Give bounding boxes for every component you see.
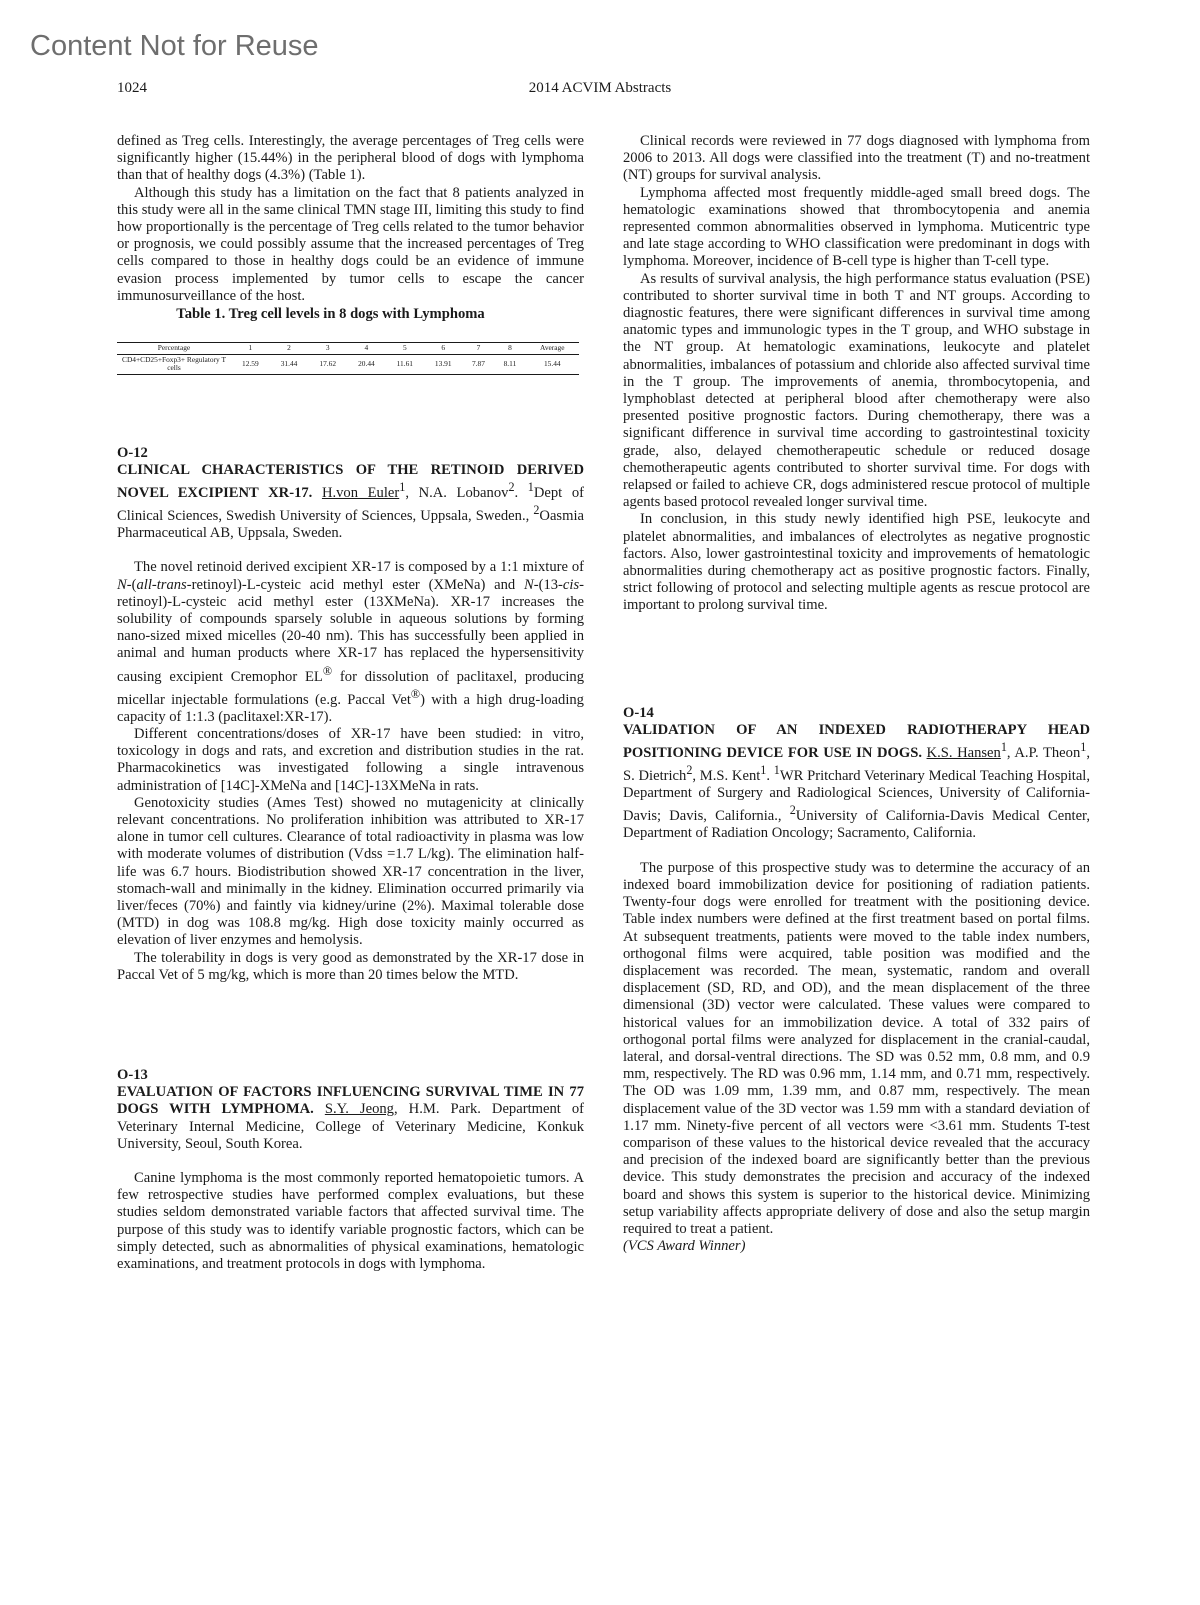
table-cell: 12.59 [231, 354, 270, 374]
table-header: 1 [231, 343, 270, 355]
table-header: 8 [494, 343, 525, 355]
table-caption: Table 1. Treg cell levels in 8 dogs with Lymphoma [176, 306, 485, 323]
table-cell: 17.62 [308, 354, 347, 374]
author-sup: 1 [1000, 740, 1007, 755]
affiliation: University of California-Davis Medical Center, Department of Radiation Oncology; Sacramento, California. [623, 808, 1090, 842]
table-row [117, 354, 579, 374]
paragraph: Canine lymphoma is the most commonly reported hematopoietic tumors. A few retrospective studies have performed complex evaluations, but these studies seldom demonstrated variable factors that affected survival time. The purpose of this study was to identify variable prognostic factors, which can be simply detected, such as abnormalities of physical examinations, hematologic examinations, and treatment protocols in dogs with lymphoma. [117, 1170, 584, 1273]
table-cell: 13.91 [424, 354, 463, 374]
paragraph: As results of survival analysis, the high performance status evaluation (PSE) contributed to shorter survival time in both T and NT groups. According to diagnostic features, there were significant differences in survival time among anatomic types and immunologic types in the T group, and WHO substage in the NT group. At hematologic examinations, leukocyte and platelet abnormalities, imbalances of potassium and chloride also affected survival time in the T group. The improvements of anemia, thrombocytopenia, and lymphoblast detected at peripheral blood after chemotherapy were also presented positive prognostic factors. During chemotherapy, there was a significant difference in survival time according to gastrointestinal toxicity grade, also, delayed chemotherapeutic schedule or reduced dosage chemotherapeutic agents contributed to shorter survival time. For dogs with relapsed or failed to achieve CR, dogs administered rescue protocol of multiple agents based protocol revealed longer survival time. [623, 270, 1090, 511]
registered-mark: ® [322, 663, 333, 678]
table-header: 4 [347, 343, 386, 355]
coauthor: , N.A. Lobanov [405, 485, 509, 501]
coauthor: , A.P. Theon [1006, 744, 1081, 761]
abstract-heading-o12: CLINICAL CHARACTERISTICS OF THE RETINOID DERIVED NOVEL EXCIPIENT XR-17. H.von Euler$^1$, N.A. Lobanov$^2$. $^1$Dept of Clinical Sciences, Swedish University of Sciences, Uppsala, Sweden., $^2$Oasmia Pharmaceutical AB, Uppsala, Sweden. [117, 461, 584, 542]
text-run: N [523, 576, 534, 593]
authors-affiliation: , H.M. Park. Department of Veterinary Internal Medicine, College of Veterinary Medicine, Konkuk University, Seoul, South Korea. [117, 1101, 584, 1152]
text-run: -retinoyl)-L-cysteic acid methyl ester (13XMeNa). XR-17 increases the solubility of compounds sparsely soluble in aqueous solutions by forming nano-sized mixed micelles (20-40 nm). This has successfully been applied in animal and human products where XR-17 has replaced the hypersensitivity causing excipient Cremophor EL [117, 576, 584, 685]
paragraph: The purpose of this prospective study was to determine the accuracy of an indexed board immobilization device for positioning of radiation patients. Twenty-four dogs were enrolled for treatment with the positioning device. Table index numbers were defined at the first treatment based on portal films. At subsequent treatments, patients were moved to the table index numbers, orthogonal films were acquired, table position was modified and the displacement was recorded. The mean, systematic, random and overall displacement (SD, RD, and OD), and the mean displacement of the three dimensional (3D) vector were calculated. These values were compared to historical values for an immobilization device. A total of 332 pairs of orthogonal portal films were analyzed for displacement in the cranial-caudal, lateral, and dorsal-ventral directions. The SD was 0.52 mm, 0.8 mm, and 0.9 mm, respectively. The RD was 0.96 mm, 1.14 mm, and 0.71 mm, respectively. The OD was 1.09 mm, 1.39 mm, and 0.87 mm, respectively. The mean displacement value of the 3D vector was 1.59 mm with a standard deviation of 1.17 mm. Ninety-five percent of all vectors were <3.61 mm. Students T-test comparison of these values to the historical device revealed that the accuracy and precision of the indexed board are significantly better than the previous device. This study demonstrates the precision and accuracy of the indexed board and shows this system is superior to the historical device. Minimizing setup variability affects appropriate delivery of dose and also the setup margin required to treat a patient. [623, 859, 1090, 1237]
paragraph: Genotoxicity studies (Ames Test) showed no mutagenicity at clinically relevant concentrations. No proliferation inhibition was attributed to XR-17 alone in tumor cell cultures. Clearance of total radioactivity in plasma was low with moderate volumes of distribution (Vdss =1.7 L/kg). The elimination half-life was 6.7 hours. Biodistribution showed XR-17 concentration in the liver, stomach-wall and minimally in the kidney. Elimination occurred primarily via liver/feces (70%) and faintly via kidney/urine (2%). Maximal tolerable dose (MTD) in dog was 108.8 mg/kg. High dose toxicity mainly occurred as elevation of liver enzymes and hemolysis. [117, 794, 584, 949]
abstract-heading-o14: VALIDATION OF AN INDEXED RADIOTHERAPY HEAD POSITIONING DEVICE FOR USE IN DOGS. K.S. Hansen$^1$, A.P. Theon$^1$, S. Dietrich$^2$, M.S. Kent$^1$. $^1$WR Pritchard Veterinary Medical Teaching Hospital, Department of Surgery and Radiological Sciences, University of California-Davis; Davis, California., $^2$University of California-Davis Medical Center, Department of Radiation Oncology; Sacramento, California. [623, 721, 1090, 842]
abstract-title: EVALUATION OF FACTORS INFLUENCING SURVIVAL TIME IN 77 DOGS WITH LYMPHOMA. [117, 1084, 584, 1118]
table-cell: 20.44 [347, 354, 386, 374]
paragraph: In conclusion, in this study newly identified high PSE, leukocyte and platelet abnormalities, and imbalances of electrolytes as negative prognostic factors. Also, lower gastrointestinal toxicity and improvements of hematologic abnormalities during chemotherapy act as positive prognostic factors. Finally, strict following of protocol and selecting multiple agents as rescue protocol are important to prolong survival time. [623, 511, 1090, 614]
journal-title: 2014 ACVIM Abstracts [528, 80, 672, 96]
paragraph: Although this study has a limitation on the fact that 8 patients analyzed in this study were all in the same clinical TMN stage III, limiting this study to find how proportionally is the percentage of Treg cells related to the tumor behavior or prognosis, we could possibly assume that the increased percentages of Treg cells compared to those in healthy dogs could be an evidence of immune evasion process implemented by tumor cells to escape the cancer immunosurveillance of the host. [117, 184, 584, 304]
table-cell: 31.44 [270, 354, 309, 374]
table-header: 2 [270, 343, 309, 355]
table-header: Average [526, 343, 579, 355]
table-row-label: CD4+CD25+Foxp3+ Regulatory T cells [117, 354, 231, 374]
paragraph: The tolerability in dogs is very good as demonstrated by the XR-17 dose in Paccal Vet of 5 mg/kg, which is more than 20 times below the MTD. [117, 949, 584, 983]
paragraph: Different concentrations/doses of XR-17 have been studied: in vitro, toxicology in dogs and rats, and excretion and distribution studies in the rat. Pharmacokinetics was investigated following a single intravenous administration of [14C]-XMeNa and [14C]-13XMeNa in rats. [117, 726, 584, 794]
affiliation: WR Pritchard Veterinary Medical Teaching Hospital, Department of Surgery and Radiological Sciences, University of California-Davis; Davis, California., [623, 768, 1090, 825]
page-number: 1024 [117, 80, 147, 96]
table-header: 3 [308, 343, 347, 355]
abstract-id-o12: O-12 [117, 444, 148, 461]
watermark: Content Not for Reuse [30, 30, 319, 62]
table-header: 6 [424, 343, 463, 355]
right-column [623, 133, 1090, 1255]
table-header: 5 [386, 343, 424, 355]
text-run: The novel retinoid derived excipient XR-17 is composed by a 1:1 mixture of [134, 559, 584, 576]
aff-sup: 1 [527, 480, 534, 495]
abstract-id-o14: O-14 [623, 704, 654, 721]
aff-sup: 2 [533, 503, 540, 518]
table-cell: 15.44 [526, 354, 579, 374]
table-cell: 7.87 [463, 354, 495, 374]
abstract-id-o13: O-13 [117, 1067, 148, 1084]
affiliation: Oasmia Pharmaceutical AB, Uppsala, Sweden. [117, 508, 584, 542]
text-run: ) with a high drug-loading capacity of 1:1.3 (paclitaxel:XR-17). [117, 691, 584, 725]
presenting-author: S.Y. Jeong [324, 1101, 394, 1118]
table-header: 7 [463, 343, 495, 355]
table-cell: 8.11 [494, 354, 525, 374]
affiliation: Dept of Clinical Sciences, Swedish University of Sciences, Uppsala, Sweden., [117, 485, 584, 525]
paragraph: The novel retinoid derived excipient XR-17 is composed by a 1:1 mixture of N-(all-trans-retinoyl)-L-cysteic acid methyl ester (XMeNa) and N-(13-cis-retinoyl)-L-cysteic acid methyl ester (13XMeNa). XR-17 increases the solubility of compounds sparsely soluble in aqueous solutions by forming nano-sized mixed micelles (20-40 nm). This has successfully been applied in animal and human products where XR-17 has replaced the hypersensitivity causing excipient Cremophor EL® for dissolution of paclitaxel, producing micellar injectable formulations (e.g. Paccal Vet®) with a high drug-loading capacity of 1:1.3 (paclitaxel:XR-17). [117, 559, 584, 725]
text-run: -(13- [533, 576, 563, 593]
author-sup: 2 [508, 480, 515, 495]
text-run: cis [562, 576, 580, 593]
author-sup: 1 [399, 480, 406, 495]
author-sup: 1 [760, 763, 767, 778]
table-header-row [117, 343, 579, 355]
award-note: (VCS Award Winner) [623, 1238, 746, 1255]
presenting-author: H.von Euler [321, 485, 400, 501]
aff-sup: 2 [789, 803, 796, 818]
text-run: all-trans [136, 576, 187, 593]
paragraph: defined as Treg cells. Interestingly, the average percentages of Treg cells were significantly higher (15.44%) in the peripheral blood of dogs with lymphoma than that of healthy dogs (4.3%) (Table 1). [117, 133, 584, 184]
author-sup: 2 [686, 763, 693, 778]
table-cell: 11.61 [386, 354, 424, 374]
text-run: for dissolution of paclitaxel, producing micellar injectable formulations (e.g. Paccal Vet [117, 668, 584, 708]
left-column [117, 133, 584, 1273]
paragraph: Lymphoma affected most frequently middle-aged small breed dogs. The hematologic examinations showed that thrombocytopenia and anemia represented common abnormalities observed in lymphoma. Muticentric type and late stage according to WHO classification were predominant in dogs with lymphoma. Moreover, incidence of B-cell type is higher than T-cell type. [623, 184, 1090, 270]
coauthor: , S. Dietrich [623, 744, 1090, 785]
coauthor: , M.S. Kent [692, 768, 761, 785]
aff-sup: 1 [773, 763, 780, 778]
text-run: -retinoyl)-L-cysteic acid methyl ester (XMeNa) and [186, 576, 524, 593]
paragraph: Clinical records were reviewed in 77 dogs diagnosed with lymphoma from 2006 to 2013. All dogs were classified into the treatment (T) and no-treatment (NT) groups for survival analysis. [623, 133, 1090, 184]
treg-table [117, 342, 579, 375]
abstract-title: VALIDATION OF AN INDEXED RADIOTHERAPY HEAD POSITIONING DEVICE FOR USE IN DOGS. [623, 721, 1090, 761]
registered-mark: ® [410, 686, 421, 701]
presenting-author: K.S. Hansen [926, 744, 1001, 761]
author-sup: 1 [1080, 740, 1087, 755]
text-run: N [117, 576, 127, 593]
table-header: Percentage [117, 343, 231, 355]
abstract-title: CLINICAL CHARACTERISTICS OF THE RETINOID DERIVED NOVEL EXCIPIENT XR-17. [117, 461, 584, 501]
abstract-heading-o13 [117, 1084, 584, 1153]
